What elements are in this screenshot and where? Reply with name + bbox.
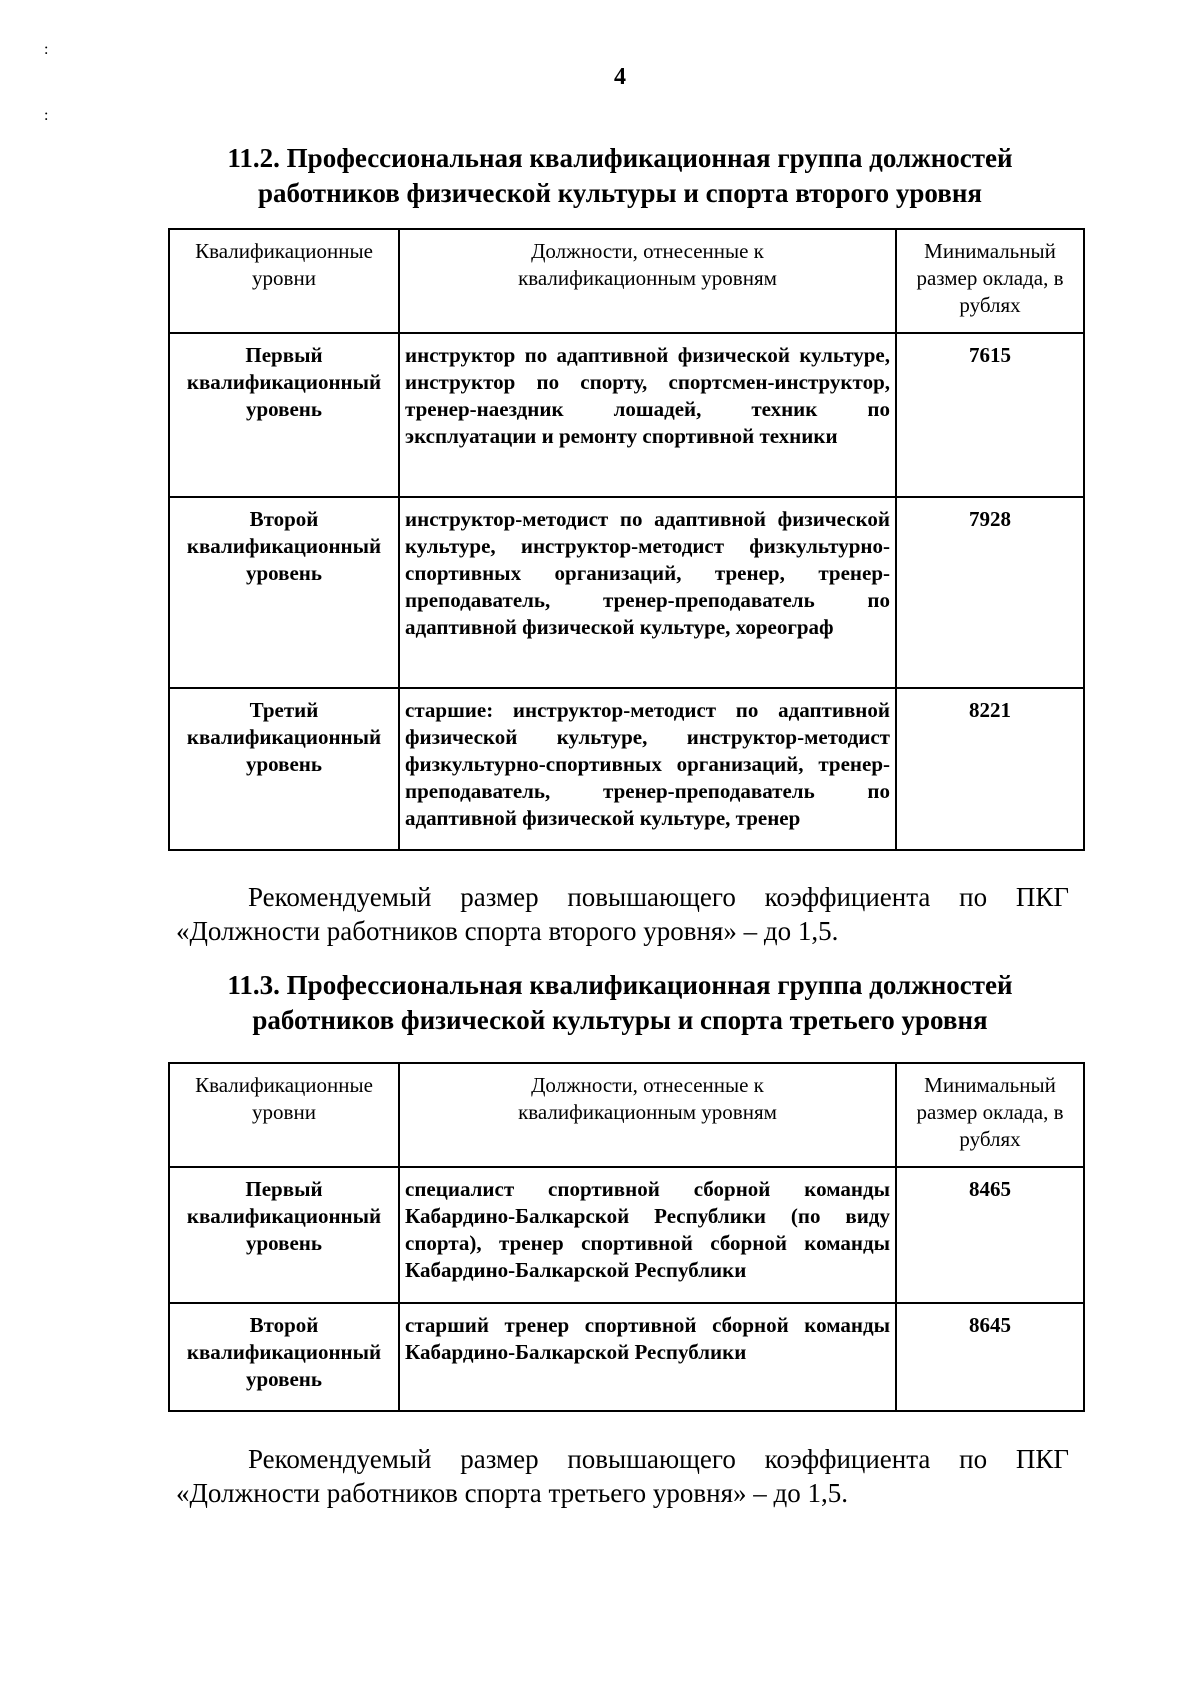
salary-cell: 8465 bbox=[896, 1167, 1084, 1303]
scan-mark: : bbox=[44, 107, 49, 124]
level-cell: Второй квалификационный уровень bbox=[169, 1303, 399, 1411]
qualification-table bbox=[168, 228, 1085, 851]
table-header-row bbox=[169, 1063, 1084, 1167]
recommendation-paragraph: Рекомендуемый размер повышающего коэффициента по ПКГ «Должности работников спорта второго уровня» – до 1,5. bbox=[176, 882, 1069, 946]
header-cell: Минимальный размер оклада, в рублях bbox=[896, 229, 1084, 333]
table-header-row bbox=[169, 229, 1084, 333]
level-cell: Третий квалификационный уровень bbox=[169, 688, 399, 850]
table-row bbox=[169, 1303, 1084, 1411]
header-cell: Должности, отнесенные к квалификационным уровням bbox=[399, 229, 896, 333]
section-heading bbox=[150, 141, 1090, 211]
section-heading-line: 11.2. Профессиональная квалификационная группа должностей bbox=[227, 143, 1013, 173]
salary-cell: 8221 bbox=[896, 688, 1084, 850]
salary-cell: 8645 bbox=[896, 1303, 1084, 1411]
positions-cell: специалист спортивной сборной команды Кабардино-Балкарской Республики (по виду спорта), тренер спортивной сборной команды Кабардино-Балкарской Республики bbox=[399, 1167, 896, 1303]
scan-mark: : bbox=[44, 41, 49, 58]
header-cell: Минимальный размер оклада, в рублях bbox=[896, 1063, 1084, 1167]
positions-cell: старшие: инструктор-методист по адаптивной физической культуре, инструктор-методист физкультурно-спортивных организаций, тренер-преподаватель, тренер-преподаватель по адаптивной физической культуре, тренер bbox=[399, 688, 896, 850]
page-number: 4 bbox=[614, 64, 626, 90]
recommendation-paragraph: Рекомендуемый размер повышающего коэффициента по ПКГ «Должности работников спорта третьего уровня» – до 1,5. bbox=[176, 1444, 1069, 1508]
section-heading-line: работников физической культуры и спорта второго уровня bbox=[258, 178, 982, 208]
level-cell: Второй квалификационный уровень bbox=[169, 497, 399, 688]
level-cell: Первый квалификационный уровень bbox=[169, 1167, 399, 1303]
header-cell: Должности, отнесенные к квалификационным уровням bbox=[399, 1063, 896, 1167]
salary-cell: 7928 bbox=[896, 497, 1084, 688]
header-cell: Квалификационные уровни bbox=[169, 229, 399, 333]
section-heading-line: работников физической культуры и спорта третьего уровня bbox=[252, 1005, 988, 1035]
positions-cell: инструктор по адаптивной физической культуре, инструктор по спорту, спортсмен-инструктор, тренер-наездник лошадей, техник по эксплуатации и ремонту спортивной техники bbox=[399, 333, 896, 497]
table-row bbox=[169, 688, 1084, 850]
table-row bbox=[169, 1167, 1084, 1303]
level-cell: Первый квалификационный уровень bbox=[169, 333, 399, 497]
qualification-table bbox=[168, 1062, 1085, 1412]
positions-cell: старший тренер спортивной сборной команды Кабардино-Балкарской Республики bbox=[399, 1303, 896, 1411]
positions-cell: инструктор-методист по адаптивной физической культуре, инструктор-методист физкультурно-спортивных организаций, тренер, тренер-преподаватель, тренер-преподаватель по адаптивной физической культуре, хореограф bbox=[399, 497, 896, 688]
salary-cell: 7615 bbox=[896, 333, 1084, 497]
table-row bbox=[169, 497, 1084, 688]
section-heading-line: 11.3. Профессиональная квалификационная группа должностей bbox=[227, 970, 1013, 1000]
table-row bbox=[169, 333, 1084, 497]
section-heading bbox=[150, 968, 1090, 1038]
header-cell: Квалификационные уровни bbox=[169, 1063, 399, 1167]
